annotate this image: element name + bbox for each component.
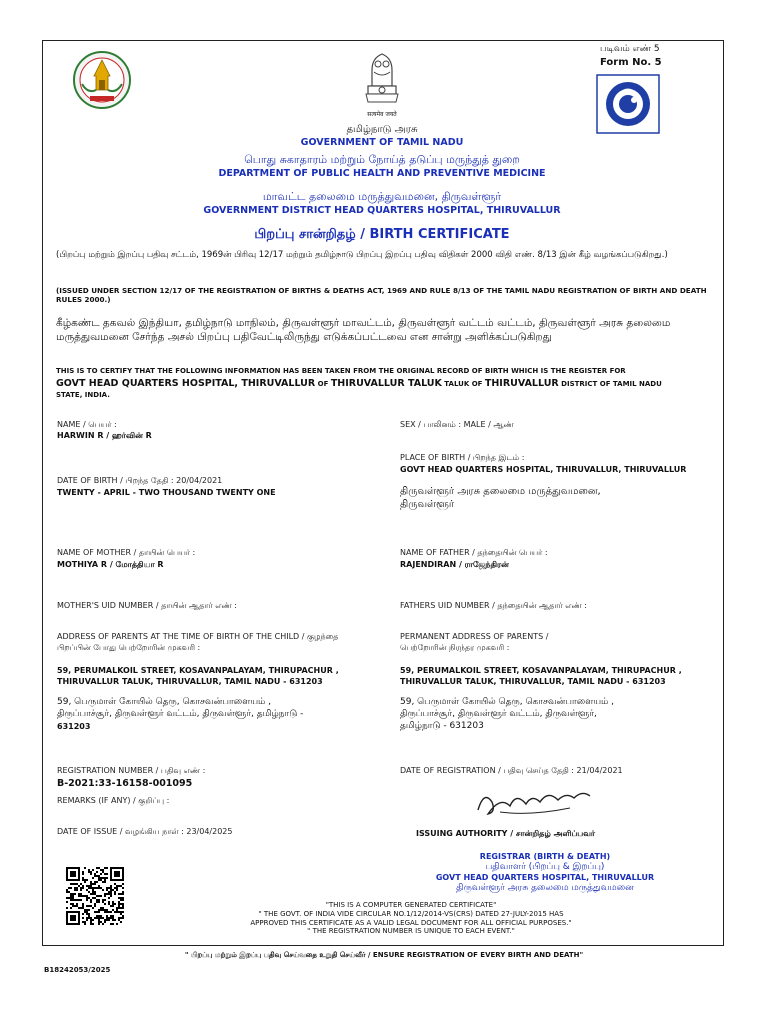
father-name-label: NAME OF FATHER / தந்தையின் பெயர் : [400,548,548,557]
cert-of: OF [315,380,331,388]
permanent-address-ta-1: 59, பெருமாள் கோயில் தெரு, கொசவன்பாளையம் , [400,697,614,707]
computer-generated-notes [214,901,608,936]
registrar-line1: REGISTRAR (BIRTH & DEATH) [479,852,611,861]
certificate-title: பிறப்பு சான்றிதழ் / BIRTH CERTIFICATE [254,227,510,242]
intro-english-cert-c: STATE, INDIA. [56,391,110,399]
registration-number-value: B-2021:33-16158-001095 [57,778,193,789]
birth-address-label-2: பிறப்பின் போது பெற்றோரின் முகவரி : [57,643,201,652]
permanent-address-ta-3: தமிழ்நாடு - 631203 [400,721,484,731]
sex-label: SEX / பாலினம் : MALE / ஆண் [400,420,514,429]
national-emblem [358,48,406,118]
hospital-tamil: மாவட்ட தலைமை மருத்துவமனை, திருவள்ளூர் [262,190,502,203]
tamil-nadu-government-logo [72,50,132,110]
registration-number-label: REGISTRATION NUMBER / பதிவு எண் : [57,766,206,775]
note-line2: " THE GOVT. OF INDIA VIDE CIRCULAR NO.1/12/2014-VS(CRS) DATED 27-JULY-2015 HAS [258,909,564,918]
serial-number: B18242053/2025 [44,966,111,974]
registrar-block [380,852,710,895]
dept-tamil: பொது சுகாதாரம் மற்றும் நோய்த் தடுப்பு மருந்துத் துறை [244,153,520,166]
form-number: Form No. 5 [600,57,662,68]
qr-code [66,867,124,925]
intro-english-cert-a: THIS IS TO CERTIFY THAT THE FOLLOWING INFORMATION HAS BEEN TAKEN FROM THE ORIGINAL RECORD OF BIRTH WHICH IS THE REGISTER FOR [56,367,626,375]
permanent-address-label-2: பெற்றோரின் நிரந்தர முகவரி : [400,643,510,652]
registrar-signature [470,782,600,820]
cert-district: THIRUVALLUR [484,378,559,389]
registrar-line3: GOVT HEAD QUARTERS HOSPITAL, THIRUVALLUR [435,873,655,883]
remarks-label: REMARKS (IF ANY) / குறிப்பு : [57,796,170,805]
header [150,124,614,148]
registrar-line4: திருவள்ளூர் அரசு தலைமை மருத்துவமனை [456,883,634,894]
issuing-authority-label: ISSUING AUTHORITY / சான்றிதழ் அளிப்பவர் [416,829,596,838]
note-line3: APPROVED THIS CERTIFICATE AS A VALID LEGAL DOCUMENT FOR ALL OFFICIAL PURPOSES." [250,918,572,927]
intro-english-cert-b [56,378,716,389]
registrar-line2: பதிவாளர் (பிறப்பு & இறப்பு) [485,862,605,872]
mother-name-label: NAME OF MOTHER / தாயின் பெயர் : [57,548,196,557]
registration-date-label: DATE OF REGISTRATION / பதிவு செய்த தேதி : 21/04/2021 [400,766,623,775]
father-uid-label: FATHERS UID NUMBER / தந்தையின் ஆதார் எண் : [400,601,587,610]
emblem-motto: सत्यमेव जयते [367,111,397,118]
state-tamil: தமிழ்நாடு அரசு [346,124,418,135]
permanent-address-label-1: PERMANENT ADDRESS OF PARENTS / [400,632,549,641]
birth-address-label-1: ADDRESS OF PARENTS AT THE TIME OF BIRTH OF THE CHILD / குழந்தை [57,632,339,641]
cert-taluk-of: TALUK OF [441,380,485,388]
permanent-address-en-1: 59, PERUMALKOIL STREET, KOSAVANPALAYAM, THIRUPACHUR , [400,666,682,675]
hospital-english: GOVERNMENT DISTRICT HEAD QUARTERS HOSPITAL, THIRUVALLUR [203,205,561,216]
birth-address-ta-3: 631203 [57,722,91,731]
dob-words: TWENTY - APRIL - TWO THOUSAND TWENTY ONE [57,488,276,497]
issue-date-label: DATE OF ISSUE / வழங்கிய நாள் : 23/04/2025 [57,827,233,836]
cert-hospital: GOVT HEAD QUARTERS HOSPITAL, THIRUVALLUR [56,378,316,389]
birth-address-en-1: 59, PERUMALKOIL STREET, KOSAVANPALAYAM, THIRUPACHUR , [57,666,339,675]
birth-address-en-2: THIRUVALLUR TALUK, THIRUVALLUR, TAMIL NADU - 631203 [57,677,323,686]
name-label: NAME / பெயர் : [57,420,117,429]
hospital [110,190,654,216]
permanent-address-ta-2: திருப்பாச்சூர், திருவள்ளூர் வட்டம், திருவள்ளூர், [400,709,597,719]
department [110,153,654,179]
birth-address-ta-2: திருப்பாச்சூர், திருவள்ளூர் வட்டம், திருவள்ளூர், தமிழ்நாடு - [57,709,304,719]
note-line1: "THIS IS A COMPUTER GENERATED CERTIFICATE" [325,901,497,909]
ensure-registration-footer: " பிறப்பு மற்றும் இறப்பு பதிவு செய்வதை உறுதி செய்வீர் / ENSURE REGISTRATION OF EVERY BIRTH AND DEATH" [184,951,584,959]
mother-uid-label: MOTHER'S UID NUMBER / தாயின் ஆதார் எண் : [57,601,237,610]
intro-english-act: (ISSUED UNDER SECTION 12/17 OF THE REGISTRATION OF BIRTHS & DEATHS ACT, 1969 AND RULE 8/13 OF THE TAMIL NADU REGISTRATION OF BIRTH AND DEATH RULES 2000.) [56,286,707,304]
form-number-tamil: படிவம் எண் 5 [600,44,660,54]
intro-tamil-cert: கீழ்கண்ட தகவல் இந்தியா, தமிழ்நாடு மாநிலம், திருவள்ளூர் மாவட்டம், திருவள்ளூர் வட்டம் வட்டம், திருவள்ளூர் அரசு தலைமை மருத்துவமனை சேர்ந்த அசல் பிறப்பு பதிவேட்டிலிருந்து எடுக்கப்பட்டவை என சான்று அளிக்கப்படுகிறது [56,317,671,343]
state-english: GOVERNMENT OF TAMIL NADU [300,137,464,148]
father-name-value: RAJENDIRAN / ராஜேந்திரன் [400,560,509,569]
mother-name-value: MOTHIYA R / மோத்தியா R [57,560,164,569]
cert-taluk: THIRUVALLUR TALUK [330,378,442,389]
dob-label: DATE OF BIRTH / பிறந்த தேதி : 20/04/2021 [57,476,223,485]
place-of-birth-tamil-1: திருவள்ளூர் அரசு தலைமை மருத்துவமனை, [400,486,601,497]
intro-tamil-act: (பிறப்பு மற்றும் இறப்பு பதிவு சட்டம், 1969ன் பிரிவு 12/17 மற்றும் தமிழ்நாடு பிறப்பு இறப்பு பதிவு விதிகள் 2000 விதி எண். 8/13 இன் கீழ் வழங்கப்படுகிறது.) [56,250,668,260]
place-of-birth-label: PLACE OF BIRTH / பிறந்த இடம் : [400,453,525,462]
name-value: HARWIN R / ஹர்வின் R [57,431,152,440]
birth-address-ta-1: 59, பெருமாள் கோயில் தெரு, கொசவன்பாளையம் , [57,697,271,707]
place-of-birth-value: GOVT HEAD QUARTERS HOSPITAL, THIRUVALLUR, THIRUVALLUR [400,465,687,474]
place-of-birth-tamil-2: திருவள்ளூர் [400,499,455,510]
permanent-address-en-2: THIRUVALLUR TALUK, THIRUVALLUR, TAMIL NADU - 631203 [400,677,666,686]
note-line4: " THE REGISTRATION NUMBER IS UNIQUE TO EACH EVENT." [307,927,515,936]
dept-english: DEPARTMENT OF PUBLIC HEALTH AND PREVENTIVE MEDICINE [218,168,546,179]
cert-district-of: DISTRICT OF TAMIL NADU [558,380,662,388]
